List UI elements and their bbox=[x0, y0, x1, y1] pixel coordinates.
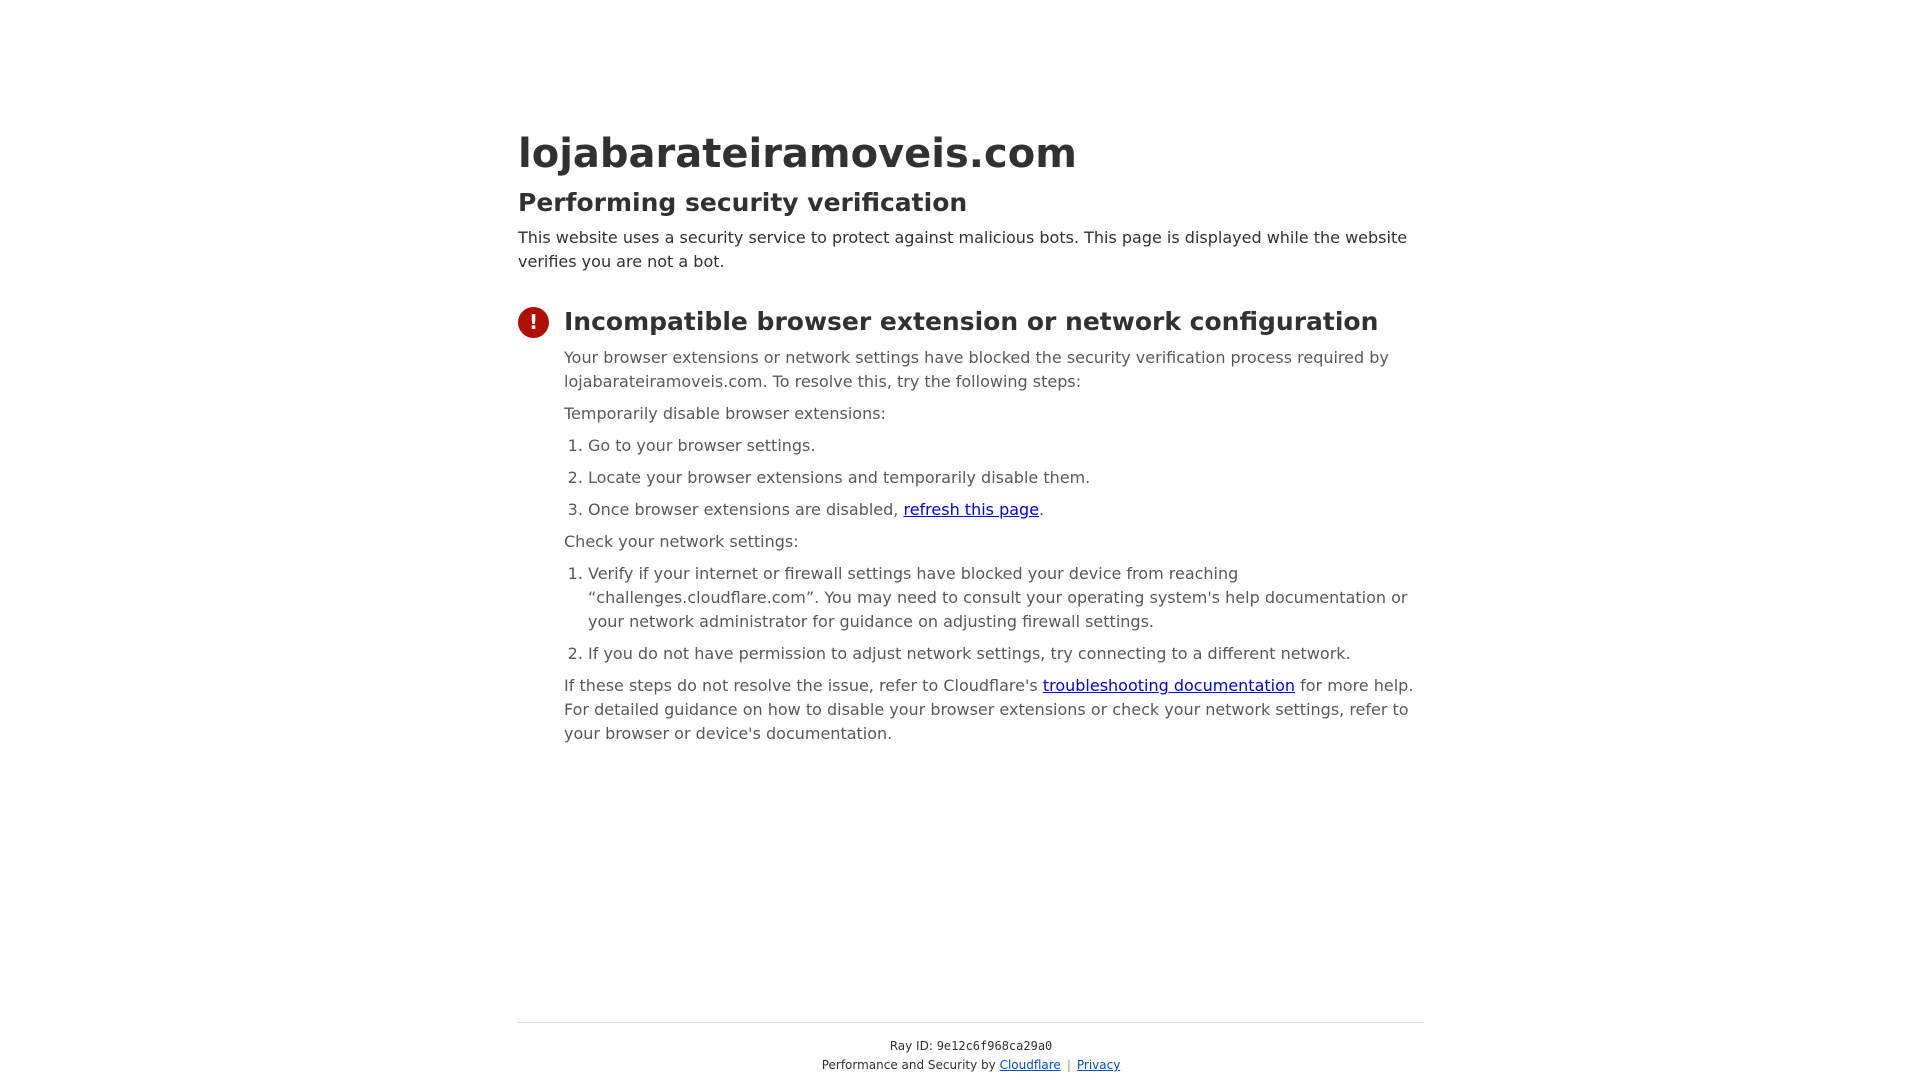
list-item bbox=[588, 498, 1424, 522]
performance-line bbox=[518, 1056, 1424, 1074]
site-domain-title: lojabarateiramoveis.com bbox=[518, 131, 1077, 177]
network-steps-list bbox=[564, 562, 1424, 666]
extensions-intro: Temporarily disable browser extensions: bbox=[564, 404, 886, 423]
page-heading: Performing security verification bbox=[518, 188, 968, 217]
cloudflare-link[interactable]: Cloudflare bbox=[999, 1058, 1061, 1072]
intro-text: This website uses a security service to protect against malicious bots. This page is displayed while the website verifies you are not a bot. bbox=[518, 228, 1408, 271]
extensions-step-3-prefix: Once browser extensions are disabled, bbox=[588, 500, 904, 519]
list-item bbox=[588, 466, 1424, 490]
extensions-step-2: Locate your browser extensions and temporarily disable them. bbox=[588, 468, 1091, 487]
ray-id-value: 9e12c6f968ca29a0 bbox=[936, 1039, 1053, 1053]
network-step-2: If you do not have permission to adjust network settings, try connecting to a different network. bbox=[588, 644, 1351, 663]
privacy-link[interactable]: Privacy bbox=[1076, 1058, 1121, 1072]
closing-text bbox=[564, 674, 1424, 746]
performance-prefix: Performance and Security by bbox=[821, 1058, 1000, 1072]
closing-prefix: If these steps do not resolve the issue, refer to Cloudflare's bbox=[564, 676, 1043, 695]
footer-separator: | bbox=[1066, 1058, 1071, 1072]
refresh-page-link[interactable]: refresh this page bbox=[903, 500, 1040, 519]
troubleshooting-documentation-link[interactable]: troubleshooting documentation bbox=[1042, 676, 1296, 695]
closing-suffix: for more help. For detailed guidance on how to disable your browser extensions or check your network settings, refer to your browser or device's documentation. bbox=[564, 676, 1414, 743]
error-body bbox=[564, 304, 1424, 746]
network-intro: Check your network settings: bbox=[564, 532, 799, 551]
list-item bbox=[588, 434, 1424, 458]
exclamation-icon: ! bbox=[518, 307, 549, 338]
extensions-step-1: Go to your browser settings. bbox=[588, 436, 816, 455]
network-step-1: Verify if your internet or firewall settings have blocked your device from reaching “challenges.cloudflare.com”. You may need to consult your operating system's help documentation or your network administrator for guidance on adjusting firewall settings. bbox=[588, 564, 1408, 631]
error-description: Your browser extensions or network settings have blocked the security verification process required by lojabarateiramoveis.com. To resolve this, try the following steps: bbox=[564, 348, 1389, 391]
ray-id-label: Ray ID: bbox=[889, 1039, 937, 1053]
footer bbox=[518, 1022, 1424, 1074]
extensions-steps-list bbox=[564, 434, 1424, 522]
extensions-step-3-suffix: . bbox=[1039, 500, 1045, 519]
list-item bbox=[588, 562, 1424, 634]
error-heading: Incompatible browser extension or network configuration bbox=[564, 307, 1379, 336]
list-item bbox=[588, 642, 1424, 666]
ray-id-line bbox=[518, 1038, 1424, 1054]
